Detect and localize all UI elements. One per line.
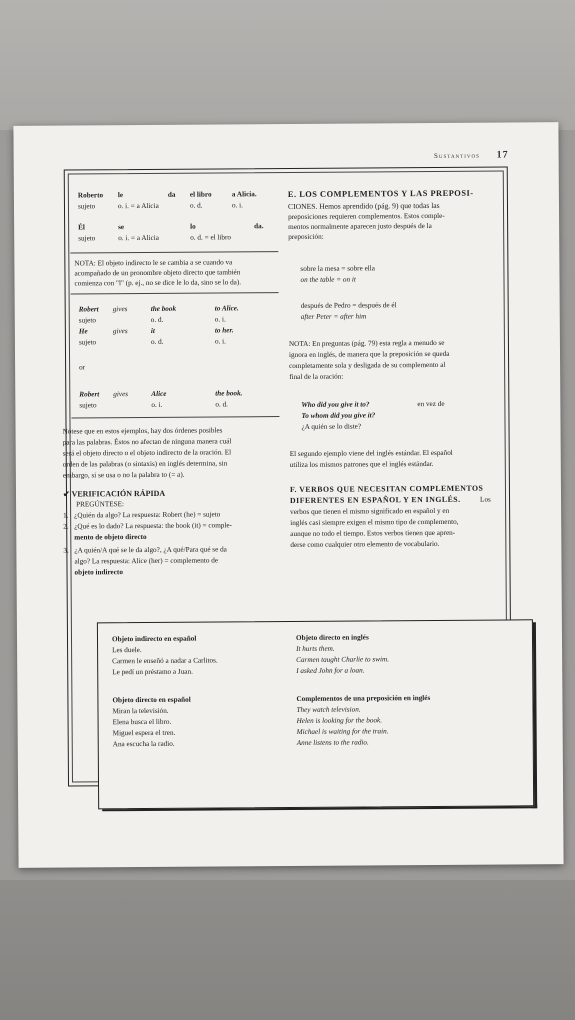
table-cell: Helen is looking for the book. [296, 716, 383, 725]
word: to Alice. [214, 304, 239, 313]
table-cell: Carmen taught Charlie to swim. [296, 655, 390, 664]
grammar-label: o. i. = a Alicia [118, 233, 160, 243]
column-header: Objeto directo en inglés [295, 633, 369, 642]
section-f-line: verbos que tienen el mismo significado en español y en [290, 506, 450, 516]
paragraph-line: será el objeto directo o el objeto indirecto de la oración. El [62, 448, 232, 458]
section-title: Sustantivos [433, 151, 480, 160]
grammar-label: o. i. [214, 315, 226, 324]
example-english: on the table = on it [300, 275, 356, 284]
item-number: 2. [63, 522, 69, 531]
note-line: NOTA: En preguntas (pág. 79) esta regla a menudo se [288, 338, 445, 348]
section-f-title: DIFERENTES EN ESPAÑOL Y EN INGLÉS. [290, 494, 461, 505]
item-text: mento de objeto directo [74, 532, 147, 542]
grammar-label: o. i. [231, 201, 243, 210]
table-cell: Michael is waiting for the train. [296, 727, 389, 736]
grammar-label: sujeto [77, 202, 96, 211]
verb-comparison-box [97, 619, 534, 809]
grammar-label: o. i. [151, 400, 163, 409]
word: gives [113, 390, 129, 399]
column-header: Objeto indirecto en español [111, 634, 197, 644]
table-cell: Miran la televisión. [112, 706, 169, 716]
table-cell: I asked John for a loan. [296, 666, 365, 675]
section-f-line: aunque no todo el tiempo. Estos verbos tienen que apren- [290, 528, 456, 538]
quick-check-title: ✔ VERIFICACIÓN RÁPIDA [62, 488, 166, 499]
section-e-line: preposiciones requieren complementos. Estos comple- [288, 211, 445, 221]
word: Roberto [77, 191, 104, 200]
question-example: To whom did you give it? [301, 411, 376, 420]
column-header: Objeto directo en español [112, 695, 191, 705]
word: a Alicia. [231, 190, 257, 199]
word: lo [190, 222, 196, 231]
word: Robert [78, 305, 99, 314]
grammar-label: sujeto [78, 338, 97, 347]
section-e-line: preposición: [288, 232, 324, 241]
grammar-label: o. d. [189, 201, 203, 210]
table-cell: Elena busca el libro. [112, 717, 172, 727]
item-number: 1. [63, 511, 69, 520]
word: gives [112, 305, 128, 314]
grammar-label: o. i. = a Alicia [117, 201, 159, 211]
question-example: Who did you give it to? [301, 400, 370, 409]
question-example: ¿A quién se lo diste? [301, 422, 362, 431]
example-english: after Peter = after him [300, 312, 367, 321]
note-line: acompañado de un pronombre objeto directo que también [74, 268, 241, 278]
quick-check-prompt: PREGÚNTESE: [76, 500, 125, 509]
paragraph-line: orden de las palabras (o sintaxis) en inglés determina, sin [62, 459, 228, 469]
word: the book [150, 304, 177, 313]
page-number: 17 [496, 149, 509, 161]
word: gives [112, 327, 128, 336]
table-cell: Carmen le enseñó a nadar a Carlitos. [112, 656, 218, 666]
background-table [0, 0, 575, 130]
table-cell: They watch television. [296, 705, 361, 714]
paragraph-line: Nótese que en estos ejemplos, hay dos órdenes posibles [62, 426, 223, 436]
item-text: objeto indirecto [74, 568, 123, 577]
section-f-title: F. VERBOS QUE NECESITAN COMPLEMENTOS [289, 483, 484, 494]
word: Robert [79, 390, 100, 399]
item-text: ¿A quién/A qué se le da algo?, ¿A qué/Para qué se da [74, 545, 227, 555]
column-header: Complementos de una preposición en inglés [296, 694, 431, 703]
running-header [434, 149, 509, 161]
word: da [167, 190, 176, 199]
word: le [117, 191, 124, 200]
section-f-line: Los [480, 495, 491, 504]
note-line: comienza con "l" (p. ej., no se dice le lo da, sino se lo da). [74, 278, 242, 288]
paragraph-line: para las palabras. Éstos no afectan de ninguna manera cuál [62, 437, 232, 447]
grammar-label: sujeto [79, 401, 97, 410]
note-line: final de la oración: [289, 372, 344, 381]
word: se [118, 223, 125, 232]
grammar-label: o. d. [150, 337, 164, 346]
table-cell: Ana escucha la radio. [112, 739, 175, 749]
word: Alice [151, 389, 167, 398]
word: Él [78, 223, 85, 232]
or-connector: or [79, 363, 86, 372]
background-floor [0, 880, 575, 1020]
word: the book. [215, 389, 243, 398]
item-text: algo? La respuesta: Alice (her) = complemento de [74, 556, 219, 566]
example-spanish: sobre la mesa = sobre ella [300, 264, 375, 273]
item-number: 3. [63, 546, 69, 555]
note-line: ignora en inglés, de manera que la preposición se queda [288, 349, 450, 359]
section-e-line: CIONES. Hemos aprendido (pág. 9) que todas las [287, 200, 440, 211]
table-cell: Anne listens to the radio. [296, 738, 369, 747]
table-cell: It hurts them. [296, 644, 335, 653]
section-f-line: inglés casi siempre exigen el mismo tipo de complemento, [290, 517, 459, 527]
grammar-label: o. i. [214, 337, 226, 346]
word: el libro [189, 190, 212, 199]
grammar-label: o. d. = el libro [190, 233, 232, 242]
paragraph-line: embargo, si se usa o no la palabra to (= a). [62, 470, 185, 480]
example-spanish: después de Pedro = después de él [300, 301, 397, 310]
table-cell: Miguel espera el tren. [112, 728, 176, 738]
table-cell: Les duele. [112, 646, 142, 655]
word: He [78, 327, 88, 336]
grammar-label: o. d. [150, 315, 164, 324]
section-f-line: derse como cualquier otro elemento de vocabulario. [290, 539, 440, 549]
grammar-label: o. d. [215, 400, 228, 409]
section-e-line: El segundo ejemplo viene del inglés estándar. El español [289, 448, 453, 458]
section-e-line: utiliza los mismos patrones que el inglés estándar. [289, 459, 434, 469]
word: it [150, 326, 155, 335]
note-line: completamente sola y desligada de su complemento al [289, 360, 446, 370]
connector: en vez de [417, 399, 445, 409]
item-text: ¿Qué es lo dado? La respuesta: the book (it) = comple- [74, 521, 232, 531]
note-line: NOTA: El objeto indirecto le se cambia a se cuando va [74, 258, 233, 268]
section-e-title: E. LOS COMPLEMENTOS Y LAS PREPOSI- [287, 188, 474, 199]
item-text: ¿Quién da algo? La respuesta: Robert (he) = sujeto [74, 510, 221, 520]
word: to her. [214, 326, 234, 335]
table-cell: Le pedí un préstamo a Juan. [112, 667, 193, 677]
book-page [13, 122, 563, 868]
grammar-label: sujeto [78, 234, 96, 243]
word: da. [254, 222, 264, 231]
section-e-line: mentos normalmente aparecen justo después de la [288, 221, 432, 231]
grammar-label: sujeto [78, 316, 96, 325]
